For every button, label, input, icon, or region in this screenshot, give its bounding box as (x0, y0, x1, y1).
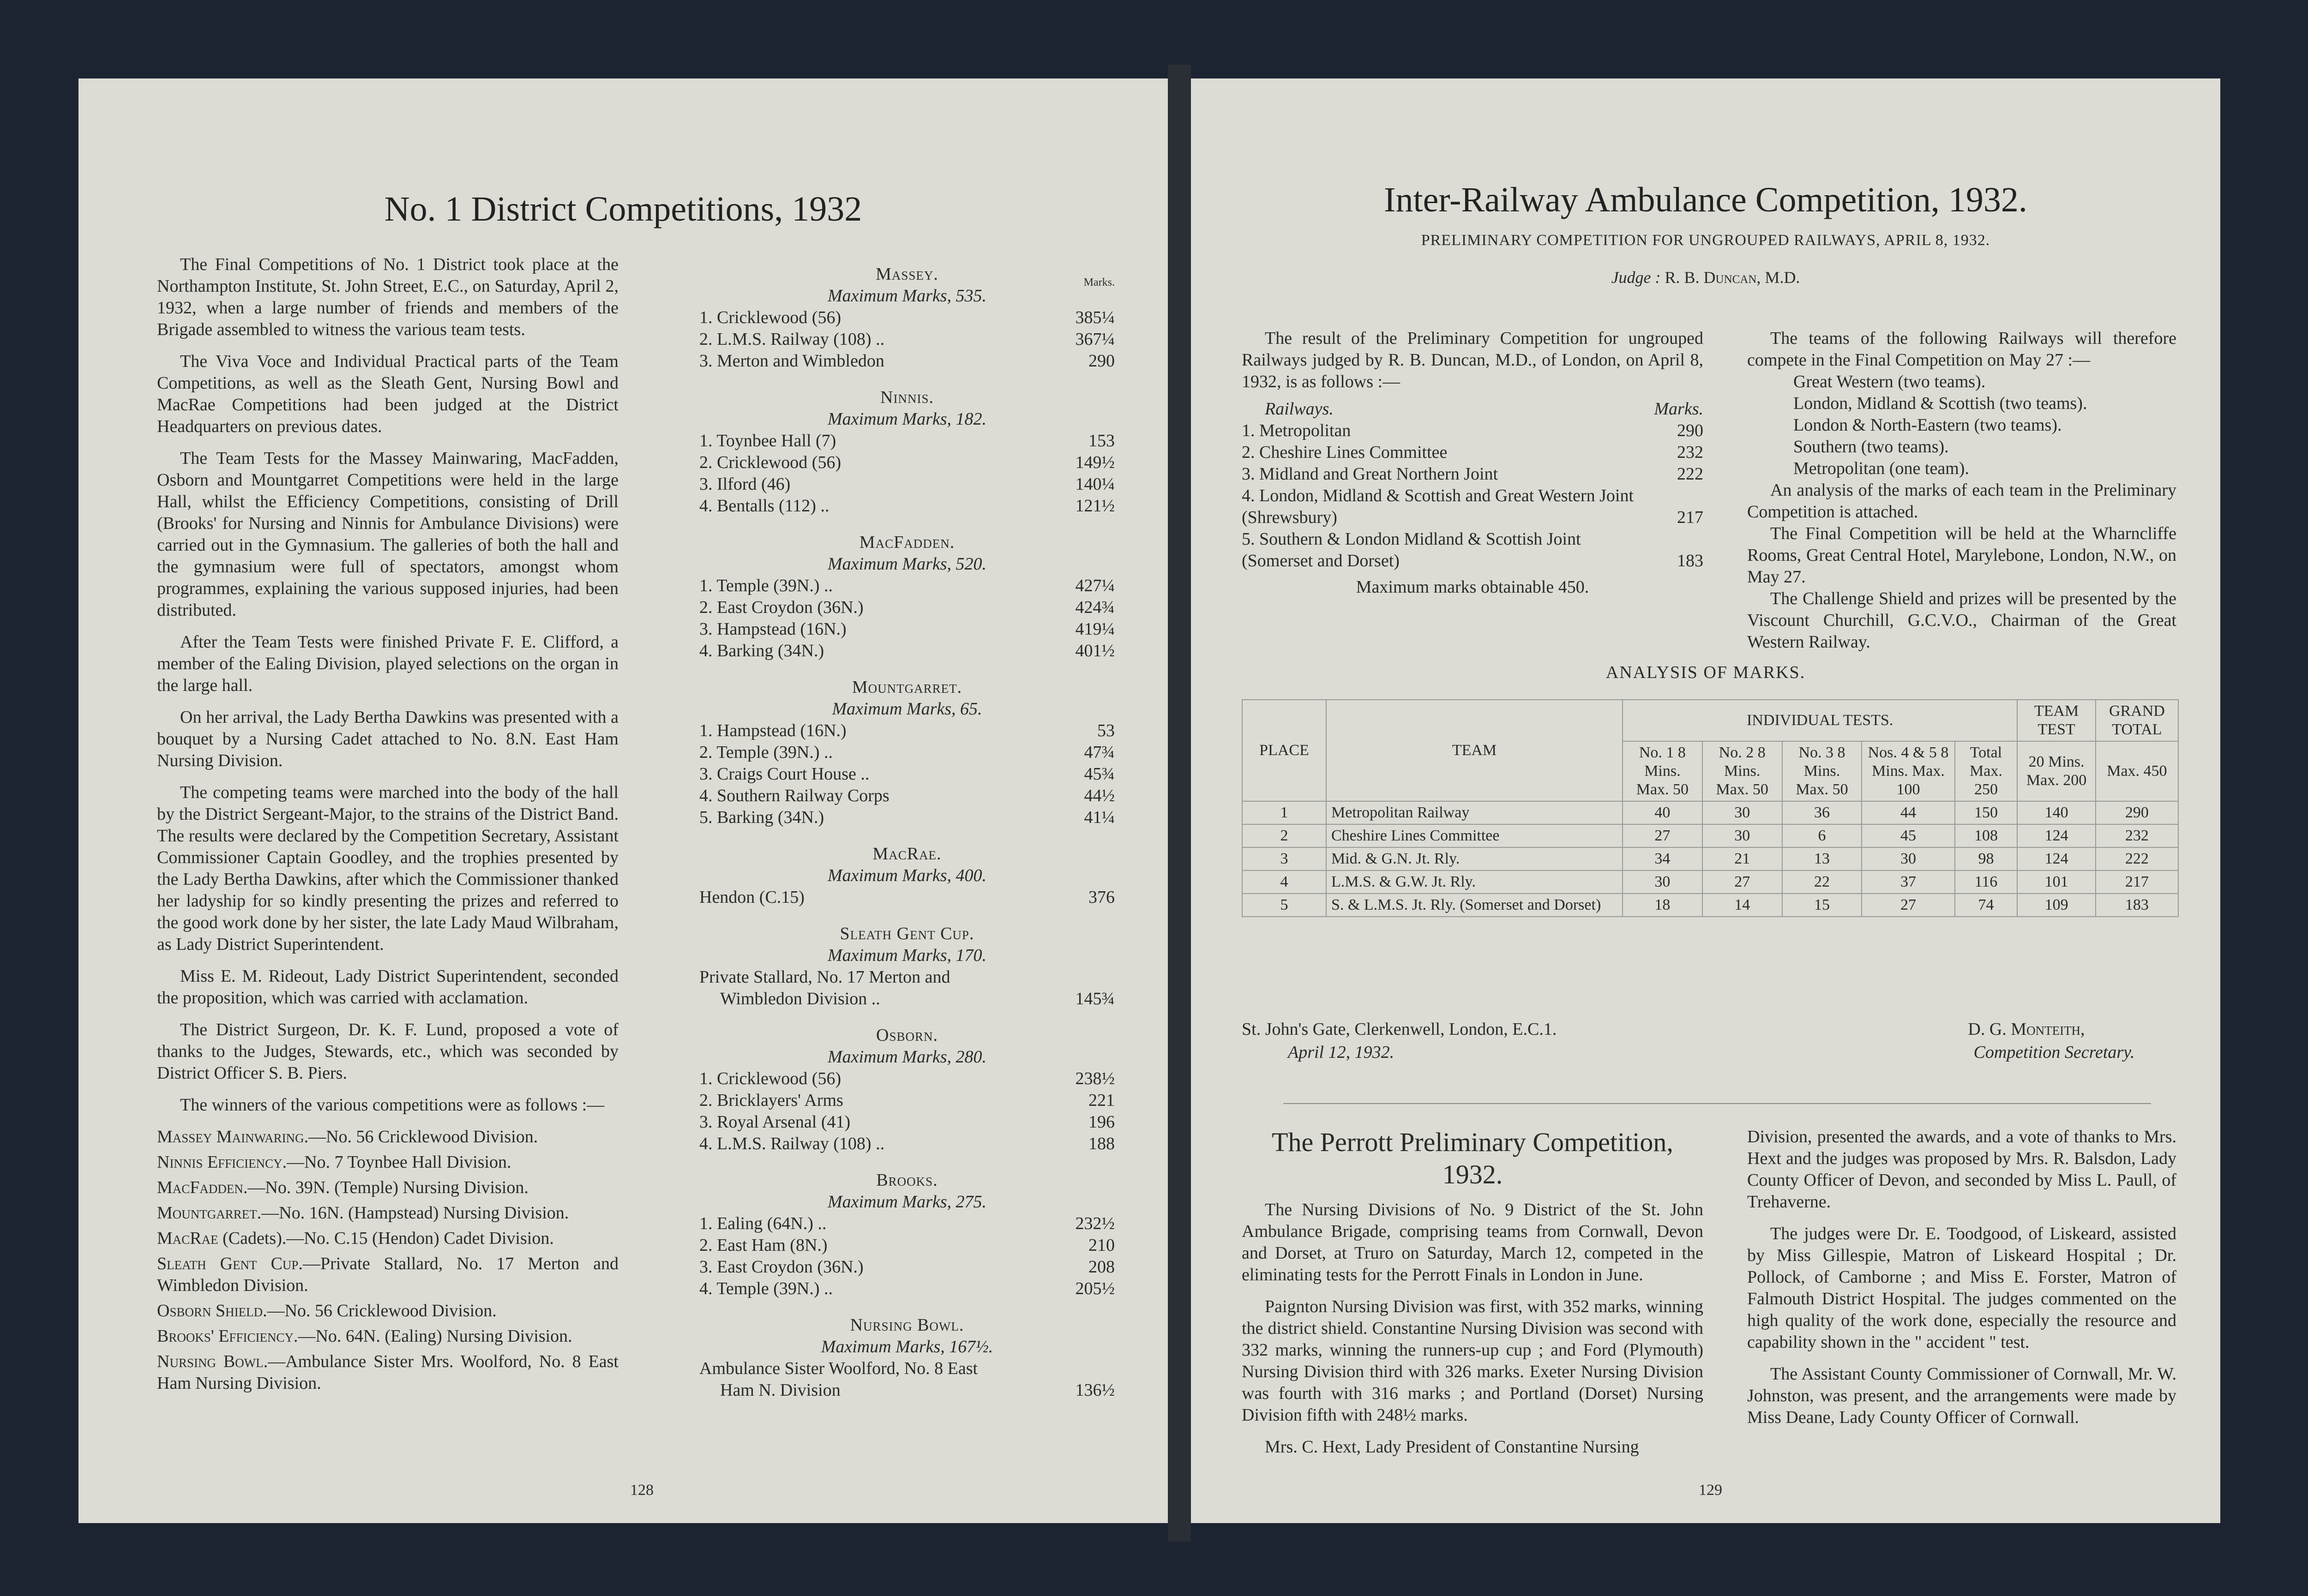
cell-value: 15 (1782, 894, 1862, 917)
paragraph: An analysis of the marks of each team in the Preliminary Competition is attached. (1747, 480, 2176, 522)
winner-entry (157, 1300, 619, 1322)
cell-value: 98 (1955, 847, 2018, 870)
team-entry: London, Midland & Scottish (two teams). (1793, 394, 2087, 413)
paragraph: The Assistant County Commissioner of Cornwall, Mr. W. Johnston, was present, and the arrangements were made by Miss Deane, Lady County Officer of Cornwall. (1747, 1364, 2176, 1427)
cell-value: 74 (1955, 894, 2018, 917)
winners-list (157, 1126, 619, 1394)
cell-value: 40 (1623, 801, 1702, 824)
paragraph: Division, presented the awards, and a vote of thanks to Mrs. Hext and the judges was proposed by Mrs. R. Balsdon, Lady County Officer of Devon, and seconded by Miss L. Paull, of Trehaverne. (1747, 1127, 2176, 1212)
result-row (699, 887, 1115, 908)
result-row (699, 618, 1115, 640)
section-max: Maximum Marks, 170. (827, 946, 987, 965)
result-row (699, 1133, 1115, 1155)
result-label: 1. Cricklewood (56) (699, 308, 841, 327)
result-section (699, 843, 1115, 908)
result-row (699, 640, 1115, 662)
section-name: Mountgarret. (852, 678, 962, 697)
result-label: 4. Temple (39N.) .. (699, 1279, 833, 1298)
result-label: 2. L.M.S. Railway (108) .. (699, 330, 885, 349)
railway-mark: 217 (1677, 508, 1703, 527)
railway-result-row (1242, 528, 1703, 572)
result-mark: 221 (1088, 1091, 1115, 1110)
cell-value: 116 (1955, 870, 2018, 894)
result-mark: 367¼ (1075, 330, 1115, 349)
result-label: Wimbledon Division .. (720, 989, 880, 1008)
result-label: 2. East Ham (8N.) (699, 1236, 828, 1255)
result-mark: 140¼ (1075, 474, 1115, 494)
result-section (699, 387, 1115, 517)
section-max: Maximum Marks, 167½. (821, 1337, 993, 1356)
result-label: 4. Barking (34N.) (699, 641, 824, 660)
section-name: Ninnis. (880, 388, 934, 407)
winner-competition: Osborn Shield. (157, 1301, 267, 1320)
winner-entry (157, 1351, 619, 1394)
right-paragraphs (1747, 480, 2176, 653)
winner-text: —Ambulance Sister Mrs. Woolford, No. 8 East Ham Nursing Division. (157, 1352, 619, 1393)
header-individual: INDIVIDUAL TESTS. (1623, 700, 2017, 741)
sub-header: Max. 450 (2096, 741, 2178, 801)
railway-name: 5. Southern & London Midland & Scottish Joint (Somerset and Dorset) (1242, 529, 1581, 570)
result-mark: 136½ (1075, 1380, 1115, 1400)
railway-result-row (1242, 420, 1703, 442)
sub-header: Nos. 4 & 5 8 Mins. Max. 100 (1862, 741, 1954, 801)
teams-list (1747, 371, 2176, 480)
page-number: 129 (1699, 1482, 1722, 1499)
table-row (1242, 847, 2178, 870)
cell-value: 124 (2017, 824, 2095, 847)
result-row (699, 1256, 1115, 1278)
marks-header: Marks. (1654, 399, 1703, 419)
result-row (699, 1068, 1115, 1090)
result-label: 3. Hampstead (16N.) (699, 619, 847, 639)
cell-value: 27 (1702, 870, 1782, 894)
cell-team: L.M.S. & G.W. Jt. Rly. (1326, 870, 1623, 894)
analysis-table (1242, 699, 2179, 917)
cell-value: 21 (1702, 847, 1782, 870)
winner-competition: Sleath Gent Cup. (157, 1254, 303, 1273)
address-block (1242, 1018, 1557, 1064)
section-name: Brooks. (876, 1170, 938, 1190)
results-block (1242, 328, 1703, 598)
paragraph: The judges were Dr. E. Toodgood, of Liskeard, assisted by Miss Gillespie, Matron of Liskeard Hospital ; Dr. Pollock, of Camborne ; and Miss E. Forster, Matron of Falmouth District Hospital. The judges commented on the high quality of the work done, especially the resource and capability shown in the " accident " test. (1747, 1224, 2176, 1352)
teams-block (1747, 328, 2176, 653)
railway-result-row (1242, 442, 1703, 463)
winner-text: (Cadets).—No. C.15 (Hendon) Cadet Division. (218, 1229, 554, 1248)
paragraph: Miss E. M. Rideout, Lady District Superintendent, seconded the proposition, which was carried with acclamation. (157, 966, 619, 1008)
page-title: Inter-Railway Ambulance Competition, 1932. (1384, 180, 2027, 219)
result-row (699, 988, 1115, 1010)
result-row (699, 575, 1115, 597)
railway-name: 3. Midland and Great Northern Joint (1242, 464, 1498, 484)
winner-entry (157, 1253, 619, 1296)
cell-place: 2 (1242, 824, 1326, 847)
table-row (1242, 801, 2178, 824)
address: St. John's Gate, Clerkenwell, London, E.C.1. (1242, 1020, 1557, 1039)
railway-name: 2. Cheshire Lines Committee (1242, 443, 1448, 462)
cell-value: 150 (1955, 801, 2018, 824)
results-column (699, 238, 1115, 1401)
result-mark: 153 (1088, 431, 1115, 450)
result-row (699, 1213, 1115, 1235)
section-max: Maximum Marks, 280. (827, 1047, 987, 1067)
result-sections (699, 264, 1115, 1401)
result-label: 4. Bentalls (112) .. (699, 496, 829, 516)
signatory-title: Competition Secretary. (1973, 1043, 2135, 1062)
paragraph: On her arrival, the Lady Bertha Dawkins was presented with a bouquet by a Nursing Cadet attached to No. 8.N. East Ham Nursing Division. (157, 708, 619, 770)
winner-competition: Massey Mainwaring. (157, 1127, 309, 1146)
result-label: 3. Merton and Wimbledon (699, 351, 884, 371)
section-name: Massey. (876, 264, 938, 284)
section-name: MacRae. (872, 844, 942, 864)
winner-entry (157, 1152, 619, 1173)
result-mark: 232½ (1075, 1214, 1115, 1233)
result-mark: 149½ (1075, 453, 1115, 472)
page-subtitle: PRELIMINARY COMPETITION FOR UNGROUPED RAILWAYS, APRIL 8, 1932. (1421, 232, 1990, 249)
result-row (699, 307, 1115, 329)
cell-value: 222 (2096, 847, 2178, 870)
analysis-title: ANALYSIS OF MARKS. (1605, 663, 1806, 682)
result-row (699, 720, 1115, 742)
sub-header: No. 3 8 Mins. Max. 50 (1782, 741, 1862, 801)
result-mark: 44½ (1084, 786, 1115, 805)
result-mark: 47¾ (1084, 743, 1115, 762)
result-mark: 121½ (1075, 496, 1115, 516)
result-label: Ham N. Division (720, 1380, 841, 1400)
header-team-test: TEAM TEST (2017, 700, 2095, 741)
cell-value: 30 (1702, 824, 1782, 847)
result-row (699, 1358, 1115, 1380)
cell-value: 232 (2096, 824, 2178, 847)
result-label: 2. Cricklewood (56) (699, 453, 841, 472)
result-label: 2. East Croydon (36N.) (699, 598, 864, 617)
cell-value: 30 (1862, 847, 1954, 870)
sub-header: Total Max. 250 (1955, 741, 2018, 801)
result-label: 4. Southern Railway Corps (699, 786, 890, 805)
section-name: MacFadden. (859, 533, 955, 552)
section-name: Osborn. (876, 1026, 938, 1045)
result-section (699, 677, 1115, 828)
result-row (699, 329, 1115, 350)
railway-results (1242, 420, 1703, 572)
sub-header: No. 2 8 Mins. Max. 50 (1702, 741, 1782, 801)
result-row (699, 474, 1115, 495)
result-mark: 290 (1088, 351, 1115, 371)
perrott-left-text (1242, 1199, 1703, 1458)
result-label: 5. Barking (34N.) (699, 808, 824, 827)
cell-value: 217 (2096, 870, 2178, 894)
railway-result-row (1242, 463, 1703, 485)
right-page (1191, 78, 2220, 1523)
paragraph: The Final Competition will be held at the Wharncliffe Rooms, Great Central Hotel, Marylebone, London, N.W., on May 27. (1747, 524, 2176, 587)
header-grand-total: GRAND TOTAL (2096, 700, 2178, 741)
paragraph: Paignton Nursing Division was first, with 352 marks, winning the district shield. Constantine Nursing Division was second with 332 marks, winning the runners-up cup ; and Ford (Plymouth) Nursing Division third with 326 marks. Exeter Nursing Division was fourth with 316 marks ; and Portland (Dorset) Nursing Division fifth with 248½ marks. (1242, 1297, 1703, 1425)
result-row (699, 597, 1115, 618)
result-mark: 188 (1088, 1134, 1115, 1153)
cell-value: 30 (1623, 870, 1702, 894)
cell-value: 140 (2017, 801, 2095, 824)
marks-header: Marks. (1083, 276, 1115, 288)
cell-place: 5 (1242, 894, 1326, 917)
cell-value: 22 (1782, 870, 1862, 894)
cell-value: 6 (1782, 824, 1862, 847)
result-row (699, 350, 1115, 372)
book-spine (1168, 65, 1191, 1542)
paragraph: The competing teams were marched into the body of the hall by the District Sergeant-Major, to the strains of the District Band. The results were declared by the Competition Secretary, Assistant Commissioner Captain Goodley, and the trophies presented by the Lady Bertha Dawkins, after which the Commissioner thanked her ladyship for so kindly presenting the prizes and referred to the good work done by her sister, the late Lady Maud Wilbraham, as Lady District Superintendent. (157, 783, 619, 954)
paragraph: After the Team Tests were finished Private F. E. Clifford, a member of the Ealing Division, played selections on the organ in the large hall. (157, 632, 619, 695)
team-entry: Southern (two teams). (1793, 437, 1949, 456)
winner-entry (157, 1326, 619, 1347)
section-name: Sleath Gent Cup. (840, 924, 974, 943)
cell-place: 3 (1242, 847, 1326, 870)
winner-entry (157, 1228, 619, 1249)
result-label: 2. Bricklayers' Arms (699, 1091, 843, 1110)
cell-place: 4 (1242, 870, 1326, 894)
cell-value: 101 (2017, 870, 2095, 894)
cell-value: 30 (1702, 801, 1782, 824)
railway-mark: 183 (1677, 551, 1703, 570)
result-section (699, 1170, 1115, 1300)
winner-entry (157, 1177, 619, 1199)
cell-value: 109 (2017, 894, 2095, 917)
result-label: Hendon (C.15) (699, 888, 805, 907)
result-mark: 41¼ (1084, 808, 1115, 827)
result-mark: 401½ (1075, 641, 1115, 660)
team-entry: Metropolitan (one team). (1793, 459, 1969, 478)
max-obtainable: Maximum marks obtainable 450. (1356, 577, 1589, 597)
cell-value: 124 (2017, 847, 2095, 870)
cell-place: 1 (1242, 801, 1326, 824)
winner-competition: MacFadden. (157, 1178, 248, 1197)
paragraph: Mrs. C. Hext, Lady President of Constantine Nursing (1265, 1437, 1639, 1457)
result-row (699, 807, 1115, 828)
result-label: 3. East Croydon (36N.) (699, 1257, 864, 1277)
winner-competition: Nursing Bowl. (157, 1352, 268, 1371)
winner-text: —No. 39N. (Temple) Nursing Division. (247, 1178, 529, 1197)
result-label: 3. Royal Arsenal (41) (699, 1112, 851, 1132)
team-entry: Great Western (two teams). (1793, 372, 1986, 391)
perrott-title: The Perrott Preliminary Competition, 1932. (1272, 1127, 1673, 1189)
intro-paragraph: The result of the Preliminary Competition for ungrouped Railways judged by R. B. Duncan, M.D., of London, on April 8, 1932, is as follows :— (1242, 329, 1703, 391)
result-row (699, 1111, 1115, 1133)
result-mark: 424¾ (1075, 598, 1115, 617)
teams-intro: The teams of the following Railways will therefore compete in the Final Competition on May 27 :— (1747, 329, 2176, 370)
result-label: 1. Toynbee Hall (7) (699, 431, 836, 450)
result-mark: 45¾ (1084, 764, 1115, 784)
result-row (699, 1090, 1115, 1111)
railway-mark: 232 (1677, 443, 1703, 462)
left-paragraphs (157, 254, 619, 1116)
result-row (699, 1380, 1115, 1401)
cell-value: 34 (1623, 847, 1702, 870)
sub-header: 20 Mins. Max. 200 (2017, 741, 2095, 801)
section-max: Maximum Marks, 400. (827, 866, 987, 885)
result-label: Ambulance Sister Woolford, No. 8 East (699, 1359, 978, 1378)
perrott-left-column (1242, 1126, 1703, 1468)
result-row (699, 1235, 1115, 1256)
paragraph: The Final Competitions of No. 1 District took place at the Northampton Institute, St. John Street, E.C., on Saturday, April 2, 1932, when a large number of friends and members of the Brigade assembled to witness the various team tests. (157, 255, 619, 339)
result-mark: 53 (1097, 721, 1115, 740)
cell-value: 27 (1623, 824, 1702, 847)
result-section (699, 532, 1115, 662)
cell-value: 290 (2096, 801, 2178, 824)
judge-name: R. B. Duncan, M.D. (1665, 268, 1800, 287)
cell-team: Metropolitan Railway (1326, 801, 1623, 824)
railway-mark: 290 (1677, 421, 1703, 440)
winner-entry (157, 1202, 619, 1224)
railways-header: Railways. (1265, 399, 1334, 419)
judge-line (1191, 268, 2220, 287)
signature-block (1888, 1018, 2165, 1064)
result-label: 2. Temple (39N.) .. (699, 743, 833, 762)
date: April 12, 1932. (1288, 1043, 1394, 1062)
winner-text: —No. 56 Cricklewood Division. (267, 1301, 497, 1320)
perrott-right-column (1747, 1126, 2176, 1439)
cell-value: 36 (1782, 801, 1862, 824)
result-mark: 210 (1088, 1236, 1115, 1255)
result-mark: 419¼ (1075, 619, 1115, 639)
winner-competition: Mountgarret. (157, 1203, 262, 1223)
perrott-right-text (1747, 1126, 2176, 1428)
paragraph: The Team Tests for the Massey Mainwaring, MacFadden, Osborn and Mountgarret Competitions were held in the large Hall, whilst the Efficiency Competitions, consisting of Drill (Brooks' for Nursing and Ninnis for Ambulance Divisions) were carried out in the Gymnasium. The galleries of both the hall and the gymnasium were full of spectators, amongst whom programmes, explaining the various supposed injuries, had been distributed. (157, 449, 619, 620)
section-max: Maximum Marks, 535. (827, 286, 987, 306)
result-label: 1. Hampstead (16N.) (699, 721, 847, 740)
paragraph: The Viva Voce and Individual Practical parts of the Team Competitions, as well as the Sleath Gent, Nursing Bowl and MacRae Competitions had been judged at the District Headquarters on previous dates. (157, 352, 619, 436)
result-row (699, 966, 1115, 988)
section-max: Maximum Marks, 65. (832, 699, 982, 719)
left-text-column (157, 254, 619, 1398)
page-title: No. 1 District Competitions, 1932 (384, 190, 862, 228)
header-team: TEAM (1326, 700, 1623, 801)
section-max: Maximum Marks, 275. (827, 1192, 987, 1212)
result-label: Private Stallard, No. 17 Merton and (699, 967, 950, 987)
section-name: Nursing Bowl. (850, 1315, 964, 1335)
result-label: 3. Ilford (46) (699, 474, 791, 494)
result-mark: 145¾ (1075, 989, 1115, 1008)
cell-team: Cheshire Lines Committee (1326, 824, 1623, 847)
cell-value: 44 (1862, 801, 1954, 824)
result-mark: 196 (1088, 1112, 1115, 1132)
section-max: Maximum Marks, 182. (827, 409, 987, 429)
railway-result-row (1242, 485, 1703, 528)
result-row (699, 430, 1115, 452)
header-place: PLACE (1242, 700, 1326, 801)
railway-name: 1. Metropolitan (1242, 421, 1351, 440)
divider (1283, 1103, 2151, 1104)
winner-competition: Ninnis Efficiency. (157, 1152, 287, 1172)
result-label: 3. Craigs Court House .. (699, 764, 870, 784)
result-mark: 385¼ (1075, 308, 1115, 327)
cell-team: S. & L.M.S. Jt. Rly. (Somerset and Dorset) (1326, 894, 1623, 917)
result-section (699, 1314, 1115, 1401)
cell-value: 183 (2096, 894, 2178, 917)
cell-value: 37 (1862, 870, 1954, 894)
table-row (1242, 894, 2178, 917)
result-row (699, 785, 1115, 807)
cell-value: 45 (1862, 824, 1954, 847)
winner-text: —No. 7 Toynbee Hall Division. (287, 1152, 511, 1172)
winner-text: —Private Stallard, No. 17 Merton and Wimbledon Division. (157, 1254, 619, 1295)
winner-competition: Brooks' Efficiency. (157, 1326, 298, 1346)
cell-team: Mid. & G.N. Jt. Rly. (1326, 847, 1623, 870)
winner-text: —No. 16N. (Hampstead) Nursing Division. (261, 1203, 569, 1223)
result-label: 1. Ealing (64N.) .. (699, 1214, 827, 1233)
result-mark: 376 (1088, 888, 1115, 907)
result-section (699, 1025, 1115, 1155)
judge-label: Judge : (1611, 268, 1661, 287)
cell-value: 18 (1623, 894, 1702, 917)
result-row (699, 452, 1115, 474)
results-header (1242, 398, 1703, 420)
result-mark: 205½ (1075, 1279, 1115, 1298)
team-entry: London & North-Eastern (two teams). (1793, 415, 2062, 435)
result-mark: 208 (1088, 1257, 1115, 1277)
cell-value: 108 (1955, 824, 2018, 847)
winner-entry (157, 1126, 619, 1148)
result-row (699, 495, 1115, 517)
paragraph: The Nursing Divisions of No. 9 District of the St. John Ambulance Brigade, comprising teams from Cornwall, Devon and Dorset, at Truro on Saturday, March 12, competed in the eliminating tests for the Perrott Finals in London in June. (1242, 1200, 1703, 1284)
winner-text: —No. 56 Cricklewood Division. (308, 1127, 538, 1146)
result-mark: 238½ (1075, 1069, 1115, 1088)
sub-header: No. 1 8 Mins. Max. 50 (1623, 741, 1702, 801)
result-row (699, 1278, 1115, 1300)
cell-value: 14 (1702, 894, 1782, 917)
result-label: 1. Cricklewood (56) (699, 1069, 841, 1088)
paragraph: The District Surgeon, Dr. K. F. Lund, proposed a vote of thanks to the Judges, Stewards, etc., which was seconded by District Officer S. B. Piers. (157, 1020, 619, 1083)
table-row (1242, 870, 2178, 894)
result-label: 1. Temple (39N.) .. (699, 576, 833, 595)
winner-competition: MacRae (157, 1229, 218, 1248)
result-row (699, 742, 1115, 763)
result-label: 4. L.M.S. Railway (108) .. (699, 1134, 885, 1153)
signatory: D. G. Monteith, (1968, 1020, 2085, 1039)
left-page (78, 78, 1168, 1523)
cell-value: 27 (1862, 894, 1954, 917)
paragraph: The winners of the various competitions were as follows :— (180, 1095, 605, 1115)
page-number: 128 (630, 1482, 654, 1499)
paragraph: The Challenge Shield and prizes will be presented by the Viscount Churchill, G.C.V.O., Chairman of the Great Western Railway. (1747, 589, 2176, 652)
cell-value: 13 (1782, 847, 1862, 870)
railway-name: 4. London, Midland & Scottish and Great Western Joint (Shrewsbury) (1242, 486, 1634, 527)
winner-text: —No. 64N. (Ealing) Nursing Division. (298, 1326, 572, 1346)
result-row (699, 763, 1115, 785)
railway-mark: 222 (1677, 464, 1703, 484)
table-row (1242, 824, 2178, 847)
result-section (699, 923, 1115, 1010)
result-mark: 427¼ (1075, 576, 1115, 595)
section-max: Maximum Marks, 520. (827, 554, 987, 574)
